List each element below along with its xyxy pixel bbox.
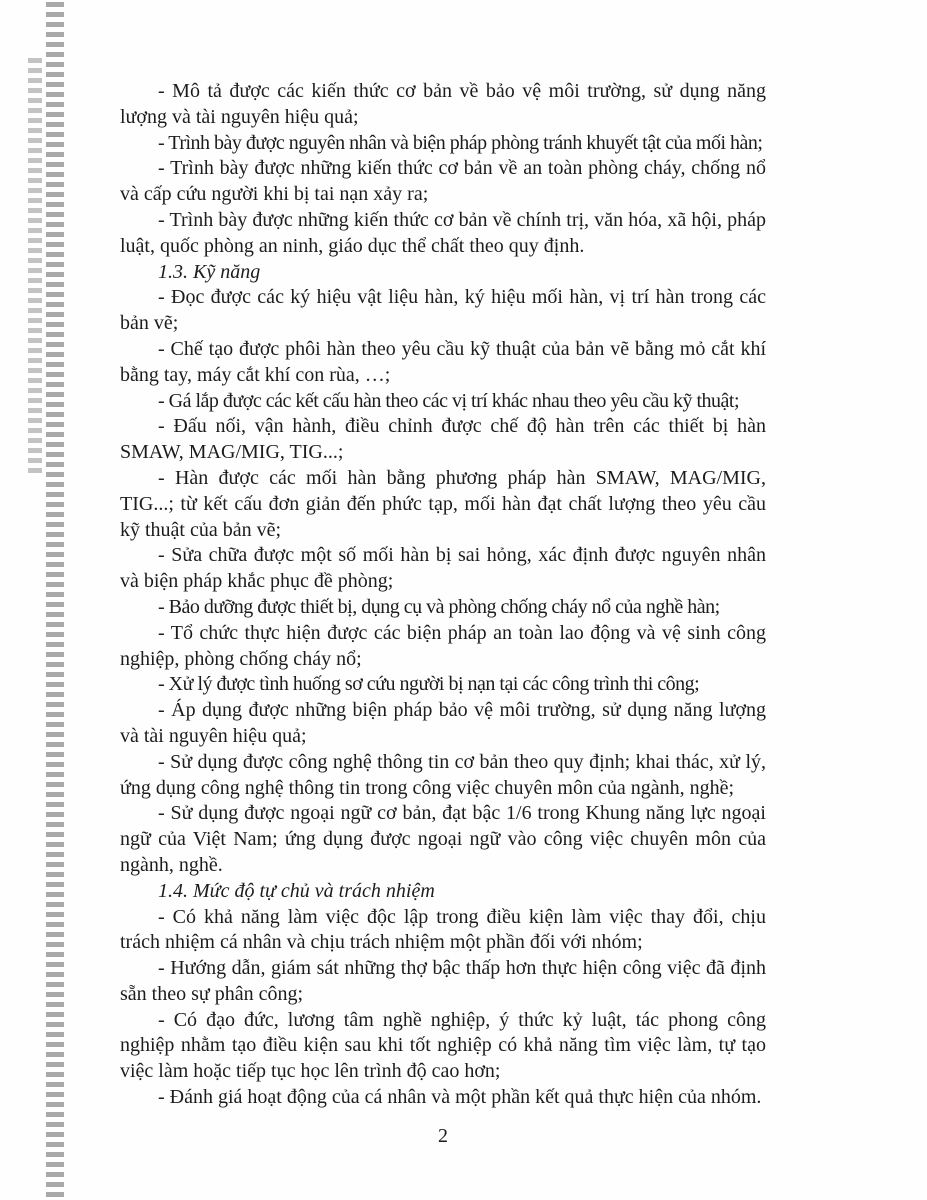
scan-binding-marks-secondary [28, 58, 42, 473]
page-number: 2 [438, 1124, 448, 1147]
paragraph: - Trình bày được những kiến thức cơ bản về an toàn phòng cháy, chống nổ và cấp cứu người khi bị tai nạn xảy ra; [120, 157, 766, 206]
paragraph: - Trình bày được nguyên nhân và biện pháp phòng tránh khuyết tật của mối hàn; [158, 131, 763, 154]
paragraph: - Bảo dưỡng được thiết bị, dụng cụ và phòng chống cháy nổ của nghề hàn; [158, 595, 720, 618]
paragraph: - Mô tả được các kiến thức cơ bản về bảo vệ môi trường, sử dụng năng lượng và tài nguyên hiệu quả; [120, 80, 766, 128]
page-body-text [120, 79, 766, 1150]
paragraph: - Hướng dẫn, giám sát những thợ bậc thấp hơn thực hiện công việc đã định sẵn theo sự phân công; [120, 957, 766, 1005]
paragraph: - Áp dụng được những biện pháp bảo vệ môi trường, sử dụng năng lượng và tài nguyên hiệu quả; [120, 699, 766, 747]
paragraph: - Đấu nối, vận hành, điều chỉnh được chế độ hàn trên các thiết bị hàn SMAW, MAG/MIG, TIG...; [120, 415, 766, 464]
paragraph: - Xử lý được tình huống sơ cứu người bị nạn tại các công trình thi công; [158, 673, 700, 696]
paragraph: - Chế tạo được phôi hàn theo yêu cầu kỹ thuật của bản vẽ bằng mỏ cắt khí bằng tay, máy cắt khí con rùa, …; [120, 337, 766, 386]
paragraph: - Đánh giá hoạt động của cá nhân và một phần kết quả thực hiện của nhóm. [158, 1086, 762, 1109]
paragraph: - Sửa chữa được một số mối hàn bị sai hỏng, xác định được nguyên nhân và biện pháp khắc phục đề phòng; [120, 544, 766, 593]
section-heading: 1.3. Kỹ năng [158, 260, 261, 283]
paragraph: - Sử dụng được công nghệ thông tin cơ bản theo quy định; khai thác, xử lý, ứng dụng công nghệ thông tin trong công việc chuyên môn của ngành, nghề; [120, 750, 766, 799]
paragraph: - Sử dụng được ngoại ngữ cơ bản, đạt bậc 1/6 trong Khung năng lực ngoại ngữ của Việt Nam; ứng dụng được ngoại ngữ vào công việc chuyên môn của ngành, nghề. [120, 802, 766, 876]
scan-binding-marks [46, 2, 64, 1198]
paragraph: - Đọc được các ký hiệu vật liệu hàn, ký hiệu mối hàn, vị trí hàn trong các bản vẽ; [120, 286, 766, 335]
paragraph: - Trình bày được những kiến thức cơ bản về chính trị, văn hóa, xã hội, pháp luật, quốc phòng an ninh, giáo dục thể chất theo quy định. [120, 208, 766, 257]
section-heading: 1.4. Mức độ tự chủ và trách nhiệm [158, 879, 435, 902]
paragraph: - Hàn được các mối hàn bằng phương pháp hàn SMAW, MAG/MIG, TIG...; từ kết cấu đơn giản đến phức tạp, mối hàn đạt chất lượng theo yêu cầu kỹ thuật của bản vẽ; [120, 466, 766, 541]
paragraph: - Có đạo đức, lương tâm nghề nghiệp, ý thức kỷ luật, tác phong công nghiệp nhằm tạo điều kiện sau khi tốt nghiệp có khả năng tìm việc làm, tự tạo việc làm hoặc tiếp tục học lên trình độ cao hơn; [120, 1008, 766, 1083]
paragraph: - Gá lắp được các kết cấu hàn theo các vị trí khác nhau theo yêu cầu kỹ thuật; [158, 389, 740, 412]
paragraph: - Tổ chức thực hiện được các biện pháp an toàn lao động và vệ sinh công nghiệp, phòng chống cháy nổ; [120, 621, 766, 670]
paragraph: - Có khả năng làm việc độc lập trong điều kiện làm việc thay đổi, chịu trách nhiệm cá nhân và chịu trách nhiệm một phần đối với nhóm; [120, 905, 766, 954]
